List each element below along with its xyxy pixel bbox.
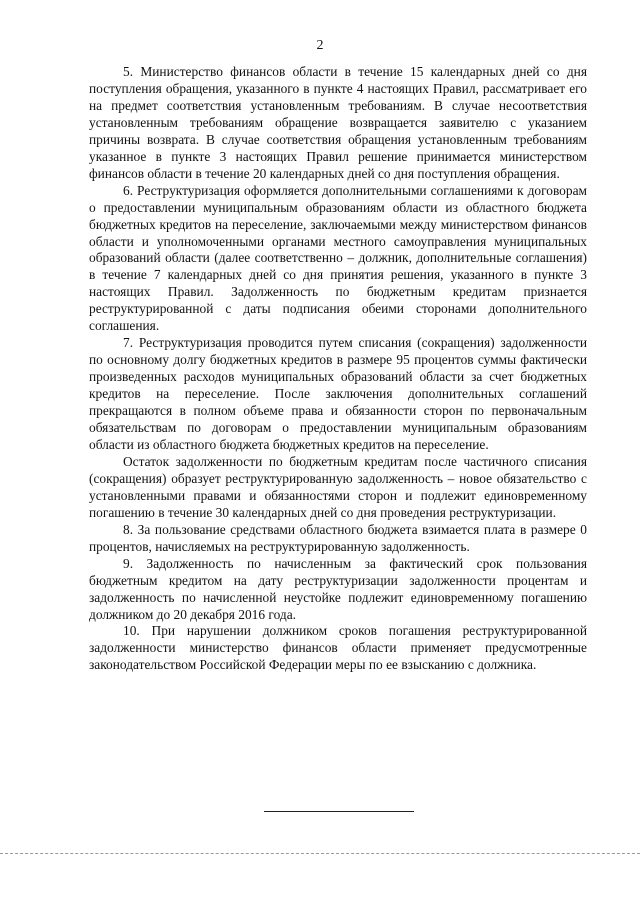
page-number: 2 bbox=[316, 38, 324, 53]
document-body bbox=[89, 64, 587, 674]
paragraph-10: 10. При нарушении должником сроков погашения реструктурированной задолженности министерство финансов области применяет предусмотренные законодательством Российской Федерации меры по ее взысканию с должника. bbox=[89, 623, 587, 673]
paragraph-9: 9. Задолженность по начисленным за фактический срок пользования бюджетным кредитом на дату реструктуризации задолженности процентам и задолженность по начисленной неустойке подлежит единовременному погашению должником до 20 декабря 2016 года. bbox=[89, 555, 587, 622]
paragraph-7: 7. Реструктуризация проводится путем списания (сокращения) задолженности по основному долгу бюджетных кредитов в размере 95 процентов суммы фактически произведенных расходов муниципальных образований области за счет бюджетных кредитов на переселение. После заключения дополнительных соглашений прекращаются в полном объеме права и обязанности сторон по первоначальным обязательствам по договорам о предоставлении муниципальным образованиям области из областного бюджета бюджетных кредитов на переселение. bbox=[89, 335, 587, 452]
paragraph-8: 8. За пользование средствами областного бюджета взимается плата в размере 0 процентов, начисляемых на реструктурированную задолженность. bbox=[89, 521, 587, 554]
scan-edge-line bbox=[0, 853, 640, 854]
paragraph-5: 5. Министерство финансов области в течение 15 календарных дней со дня поступления обращения, указанного в пункте 4 настоящих Правил, рассматривает его на предмет соответствия установленным требованиям. В случае несоответствия установленным требованиям обращение возвращается заявителю с указанием причины возврата. В случае соответствия обращения установленным требованиям указанное в пункте 3 настоящих Правил решение принимается министерством финансов области в течение 20 календарных дней со дня поступления обращения. bbox=[89, 64, 587, 181]
end-separator-line bbox=[264, 811, 414, 812]
paragraph-7-remainder: Остаток задолженности по бюджетным кредитам после частичного списания (сокращения) образует реструктурированную задолженность – новое обязательство с установленными правами и обязанностями сторон и подлежит единовременному погашению в течение 30 календарных дней со дня проведения реструктуризации. bbox=[89, 453, 587, 520]
paragraph-6: 6. Реструктуризация оформляется дополнительными соглашениями к договорам о предоставлении муниципальным образованиям области из областного бюджета бюджетных кредитов на переселение, заключаемыми между министерством финансов области и уполномоченными органами местного самоуправления муниципальных образований области (далее соответственно – должник, дополнительные соглашения) в течение 7 календарных дней со дня принятия решения, указанного в пункте 3 настоящих Правил. Задолженность по бюджетным кредитам признается реструктурированной с даты подписания обеими сторонами дополнительного соглашения. bbox=[89, 182, 587, 334]
